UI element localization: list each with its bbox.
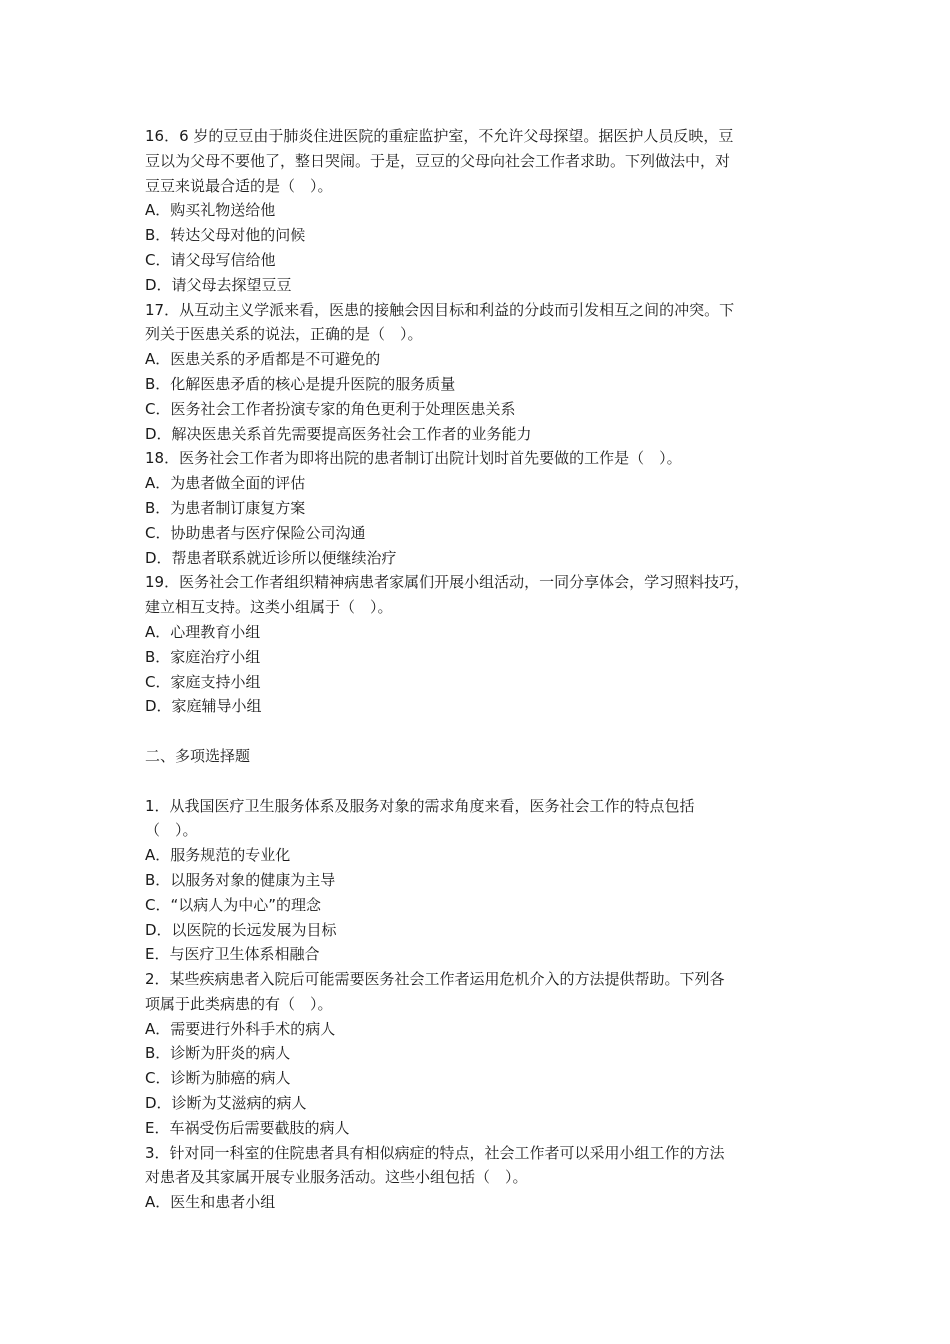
- question-19-option-a: A．心理教育小组: [145, 622, 261, 641]
- question-16-stem-line-1: 16．6 岁的豆豆由于肺炎住进医院的重症监护室，不允许父母探望。据医护人员反映，豆: [145, 127, 734, 145]
- question-18-stem-line-1: 18．医务社会工作者为即将出院的患者制订出院计划时首先要做的工作是（ ）。: [145, 449, 682, 468]
- spacer: [145, 719, 815, 744]
- question-16-option-a: A．购买礼物送给他: [145, 201, 276, 220]
- question-19-option-b: B．家庭治疗小组: [145, 647, 261, 666]
- multi-question-1-option-e: E．与医疗卫生体系相融合: [145, 945, 320, 964]
- question-16-stem-line-2: 豆以为父母不要他了，整日哭闹。于是，豆豆的父母向社会工作者求助。下列做法中，对: [145, 151, 731, 170]
- multi-question-2-option-b: B．诊断为肝炎的病人: [145, 1044, 291, 1063]
- multi-question-1-stem-line-1: 1．从我国医疗卫生服务体系及服务对象的需求角度来看，医务社会工作的特点包括: [145, 796, 695, 815]
- question-16-stem-line-3: 豆豆来说最合适的是（ ）。: [145, 176, 333, 195]
- question-16-option-b: B．转达父母对他的问候: [145, 226, 306, 245]
- multi-question-2: [145, 967, 815, 1141]
- question-16: [145, 124, 815, 298]
- multi-question-1-option-b: B．以服务对象的健康为主导: [145, 870, 336, 889]
- multi-question-3-stem-line-2: 对患者及其家属开展专业服务活动。这些小组包括（ ）。: [145, 1168, 528, 1187]
- question-19-stem-line-1: 19．医务社会工作者组织精神病患者家属们开展小组活动，一同分享体会，学习照料技巧，: [145, 573, 750, 592]
- question-17: [145, 298, 815, 447]
- multi-question-2-stem-line-2: 项属于此类病患的有（ ）。: [145, 994, 333, 1013]
- multi-question-1: [145, 794, 815, 968]
- multi-question-2-option-c: C．诊断为肺癌的病人: [145, 1069, 291, 1088]
- question-17-option-d: D．解决医患关系首先需要提高医务社会工作者的业务能力: [145, 424, 532, 443]
- question-17-option-b: B．化解医患矛盾的核心是提升医院的服务质量: [145, 374, 456, 393]
- multi-question-1-option-c: C．“以病人为中心”的理念: [145, 895, 322, 914]
- question-18-option-c: C．协助患者与医疗保险公司沟通: [145, 523, 366, 542]
- multi-question-1-option-d: D．以医院的长远发展为目标: [145, 920, 337, 939]
- question-18-option-b: B．为患者制订康复方案: [145, 498, 306, 517]
- question-19: [145, 570, 815, 719]
- multi-question-1-option-a: A．服务规范的专业化: [145, 846, 291, 865]
- question-18: [145, 446, 815, 570]
- question-19-option-d: D．家庭辅导小组: [145, 697, 262, 716]
- multi-question-3-option-a: A．医生和患者小组: [145, 1193, 276, 1212]
- multi-question-3-stem-line-1: 3．针对同一科室的住院患者具有相似病症的特点，社会工作者可以采用小组工作的方法: [145, 1143, 725, 1162]
- question-18-option-d: D．帮患者联系就近诊所以便继续治疗: [145, 548, 397, 567]
- question-17-option-a: A．医患关系的矛盾都是不可避免的: [145, 350, 381, 369]
- question-19-option-c: C．家庭支持小组: [145, 672, 261, 691]
- question-17-stem-line-1: 17．从互动主义学派来看，医患的接触会因目标和利益的分歧而引发相互之间的冲突。下: [145, 300, 735, 319]
- question-17-stem-line-2: 列关于医患关系的说法，正确的是（ ）。: [145, 325, 423, 344]
- multi-question-1-stem-line-2: （ ）。: [145, 821, 198, 840]
- multi-question-2-option-d: D．诊断为艾滋病的病人: [145, 1094, 307, 1113]
- spacer: [145, 769, 815, 794]
- document-page: [145, 124, 815, 1215]
- question-16-option-d: D．请父母去探望豆豆: [145, 275, 292, 294]
- question-19-stem-line-2: 建立相互支持。这类小组属于（ ）。: [145, 598, 393, 617]
- multi-question-2-option-e: E．车祸受伤后需要截肢的病人: [145, 1118, 350, 1137]
- section-heading-multiple-choice: 二、多项选择题: [145, 746, 251, 765]
- question-17-option-c: C．医务社会工作者扮演专家的角色更利于处理医患关系: [145, 399, 516, 418]
- question-16-option-c: C．请父母写信给他: [145, 250, 276, 269]
- multi-question-2-option-a: A．需要进行外科手术的病人: [145, 1019, 336, 1038]
- question-18-option-a: A．为患者做全面的评估: [145, 474, 306, 493]
- multi-question-2-stem-line-1: 2．某些疾病患者入院后可能需要医务社会工作者运用危机介入的方法提供帮助。下列各: [145, 970, 725, 989]
- multi-question-3: [145, 1141, 815, 1215]
